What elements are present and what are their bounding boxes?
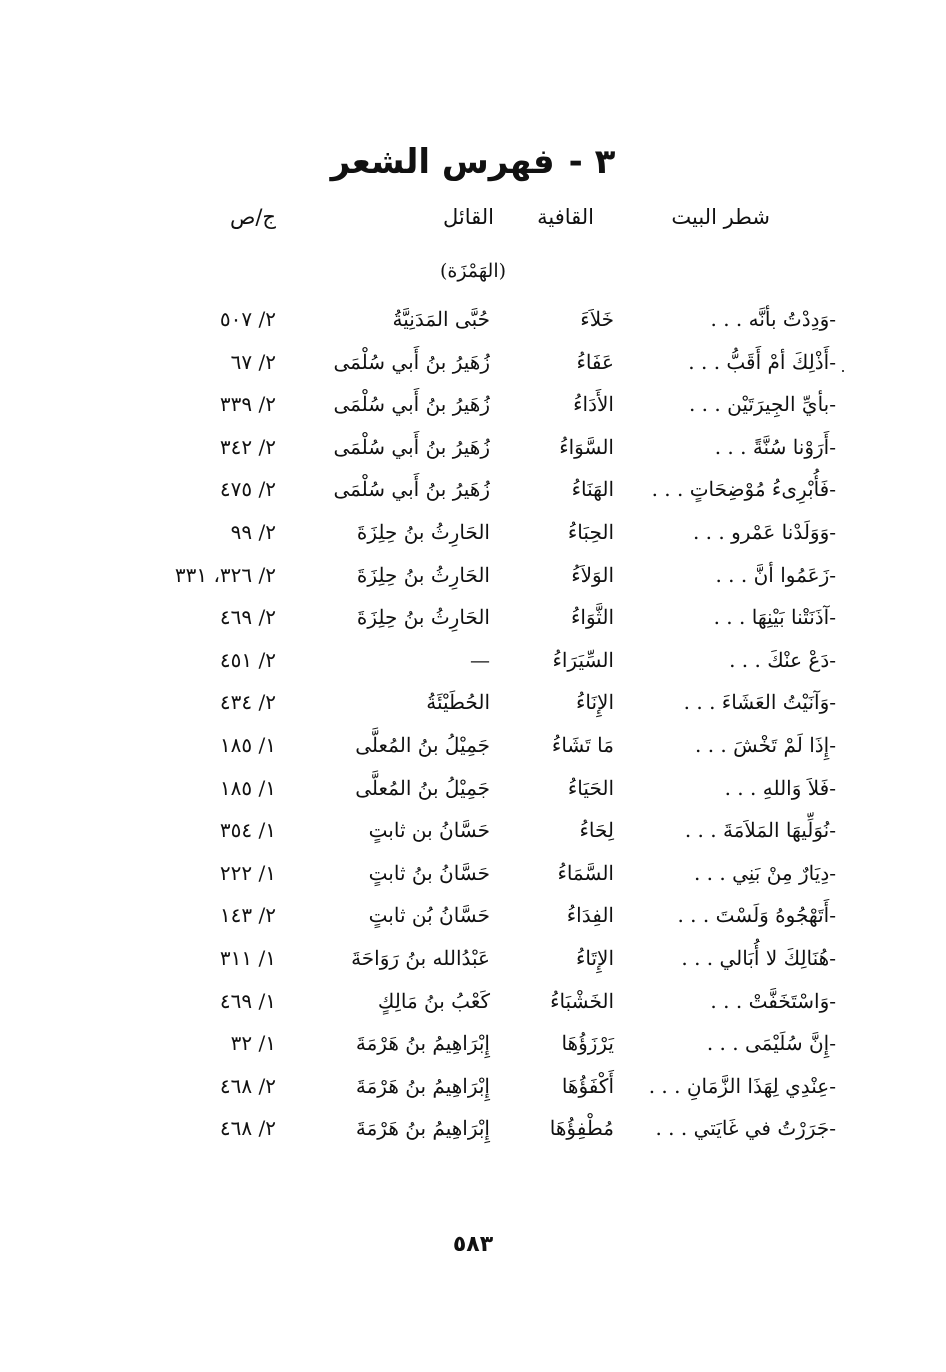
ref-cell: ٢/ ٤٦٨ <box>219 1073 276 1098</box>
table-row <box>0 809 946 852</box>
poet-cell: الحَارِثُ بنُ حِلِزَةَ <box>356 605 490 630</box>
ref-cell: ٢/ ٤٥١ <box>219 647 276 672</box>
index-table <box>0 298 946 1150</box>
poet-cell: زُهَيرُ بنُ أَبي سُلْمَى <box>333 349 490 374</box>
table-row <box>0 894 946 937</box>
rhyme-cell: لِحَاءُ <box>579 818 614 843</box>
rhyme-cell: الهَنَاءُ <box>571 477 614 502</box>
rhyme-cell: الثَّوَاءُ <box>571 605 614 630</box>
table-row <box>0 341 946 384</box>
poet-cell: الحَارِثُ بنُ حِلِزَةَ <box>356 562 490 587</box>
poet-cell: زُهَيرُ بنُ أَبي سُلْمَى <box>333 477 490 502</box>
table-row <box>0 980 946 1023</box>
rhyme-cell: السَّوَاءُ <box>559 434 614 459</box>
table-row <box>0 767 946 810</box>
header-rhyme: القافية <box>537 205 594 229</box>
ref-cell: ٢/ ٤٧٥ <box>219 477 276 502</box>
verse-cell: -وَوَلَدْنا عَمْرو . . . <box>692 519 836 544</box>
table-row <box>0 554 946 597</box>
stray-mark <box>842 370 844 372</box>
verse-cell: -أَذْلِكَ أمْ أَقَبُّ . . . <box>688 349 836 374</box>
poet-cell: جَمِيْلُ بنُ المُعلَّى <box>355 732 490 757</box>
ref-cell: ٢/ ٤٦٩ <box>219 605 276 630</box>
verse-cell: -دَعْ عنْكَ . . . <box>729 647 836 672</box>
poet-cell: الحُطَيْئَةُ <box>426 690 490 715</box>
poet-cell: إِبْرَاهِيمُ بنُ هَرْمَةَ <box>355 1116 490 1141</box>
rhyme-cell: الحِبَاءُ <box>567 519 614 544</box>
table-row <box>0 383 946 426</box>
header-verse: شطر البيت <box>671 205 770 229</box>
page-number: ٥٨٣ <box>452 1232 494 1257</box>
poet-cell: إِبْرَاهِيمُ بنُ هَرْمَةَ <box>355 1031 490 1056</box>
ref-cell: ١/ ١٨٥ <box>219 732 276 757</box>
table-row <box>0 1107 946 1150</box>
title-number: ٣ - <box>568 142 616 182</box>
ref-cell: ١/ ٤٦٩ <box>219 988 276 1013</box>
rhyme-cell: مَا تَشَاءُ <box>551 732 614 757</box>
verse-cell: -فَلاَ وَاللهِ . . . <box>724 775 836 800</box>
rhyme-cell: السَّمَاءُ <box>557 860 614 885</box>
ref-cell: ٢/ ٥٠٧ <box>219 307 276 331</box>
ref-cell: ٢/ ٦٧ <box>230 349 276 374</box>
ref-cell: ١/ ٣٥٤ <box>219 818 276 843</box>
table-row <box>0 1022 946 1065</box>
ref-cell: ١/ ٢٢٢ <box>219 860 276 885</box>
ref-cell: ٢/ ٩٩ <box>230 519 276 544</box>
table-row <box>0 852 946 895</box>
verse-cell: -نُوَلِّيهَا المَلاَمَةَ . . . <box>684 818 836 843</box>
poet-cell: عَبْدُالله بنُ رَوَاحَةَ <box>351 945 490 970</box>
page-title <box>0 138 946 186</box>
poet-cell: حُبَّى المَدَنِيَّةُ <box>392 307 490 331</box>
rhyme-cell: مُطْفِؤُهَا <box>549 1116 614 1141</box>
ref-cell: ٢/ ٣٤٢ <box>219 434 276 459</box>
table-row <box>0 511 946 554</box>
poet-cell: الحَارِثُ بنُ حِلِزَةَ <box>356 519 490 544</box>
verse-cell: -فَأُبْرِىءُ مُوْضِحَاتٍ . . . <box>651 477 836 502</box>
verse-cell: -عِنْدِي لِهَذَا الزَّمَانِ . . . <box>648 1073 836 1098</box>
ref-cell: ٢/ ٣٣٩ <box>219 392 276 417</box>
poet-cell: إِبْرَاهِيمُ بنُ هَرْمَةَ <box>355 1073 490 1098</box>
poet-cell: زُهَيرُ بنُ أَبي سُلْمَى <box>333 434 490 459</box>
poet-cell: — <box>470 647 490 672</box>
verse-cell: -إِنَّ سُلَيْمَى . . . <box>706 1031 836 1056</box>
rhyme-cell: الوَلاَءُ <box>571 562 614 587</box>
ref-cell: ١/ ٣١١ <box>219 945 276 970</box>
section-heading: (الهَمْزَة) <box>439 260 507 282</box>
ref-cell: ٢/ ١٤٣ <box>219 903 276 928</box>
rhyme-cell: عَفَاءُ <box>576 349 614 374</box>
ref-cell: ٢/ ٤٣٤ <box>219 690 276 715</box>
ref-cell: ٢/ ٤٦٨ <box>219 1116 276 1141</box>
rhyme-cell: الحَيَاءُ <box>567 775 614 800</box>
table-row <box>0 724 946 767</box>
poet-cell: كَعْبُ بنُ مَالِكٍ <box>377 988 490 1013</box>
table-row <box>0 639 946 682</box>
rhyme-cell: الخَشْبَاءُ <box>550 988 614 1013</box>
table-row <box>0 1065 946 1108</box>
ref-cell: ٢/ ٣٢٦، ٣٣١ <box>174 562 276 587</box>
table-row <box>0 596 946 639</box>
rhyme-cell: الفِدَاءُ <box>566 903 614 928</box>
rhyme-cell: الإِتَاءُ <box>575 945 614 970</box>
poet-cell: جَمِيْلُ بنُ المُعلَّى <box>355 775 490 800</box>
table-row <box>0 937 946 980</box>
poet-cell: حَسَّانُ بنُ ثابتٍ <box>368 860 490 885</box>
rhyme-cell: يَرْزَؤُهَا <box>561 1031 614 1056</box>
rhyme-cell: السِّيَرَاءُ <box>552 647 614 672</box>
rhyme-cell: أَكْفَؤُهَا <box>561 1073 614 1098</box>
rhyme-cell: خَلاَءَ <box>580 307 614 331</box>
table-row <box>0 468 946 511</box>
verse-cell: -جَرَرْتُ في غَايَتي . . . <box>655 1116 836 1141</box>
header-poet: القائل <box>442 205 494 229</box>
verse-cell: -دِيَارٌ مِنْ بَنِي . . . <box>693 860 836 885</box>
verse-cell: -وَاسْتَخَفَّتْ . . . <box>710 988 836 1013</box>
verse-cell: -وَآنَيْتُ العَشَاءَ . . . <box>683 690 836 715</box>
poet-cell: حَسَّانُ بن ثابتٍ <box>368 818 490 843</box>
poet-cell: حَسَّانُ بُن ثابتٍ <box>368 903 490 928</box>
table-row <box>0 298 946 341</box>
verse-cell: -وَدِدْتُ بأنَّه . . . <box>710 307 836 331</box>
verse-cell: -آذَنَتْنا بَيْنِهَا . . . <box>713 605 836 630</box>
verse-cell: -زَعَمُوا أنَّ . . . <box>715 562 836 587</box>
verse-cell: -أَتَهْجُوهُ وَلَسْتَ . . . <box>677 903 836 928</box>
verse-cell: -بأيِّ الجِيرَتَيْن . . . <box>688 392 836 417</box>
ref-cell: ١/ ٣٢ <box>230 1031 276 1056</box>
title-text: فهرس الشعر <box>330 142 555 182</box>
verse-cell: -إِذَا لَمْ تَخْشَ . . . <box>694 732 836 757</box>
ref-cell: ١/ ١٨٥ <box>219 775 276 800</box>
poet-cell: زُهَيرُ بنُ أَبي سُلْمَى <box>333 392 490 417</box>
rhyme-cell: الأَدَاءُ <box>573 392 614 417</box>
header-ref: ج/ص <box>229 205 276 229</box>
verse-cell: -أَرَوْنا سُنَّةً . . . <box>714 434 836 459</box>
rhyme-cell: الإِنَاءُ <box>575 690 614 715</box>
table-row <box>0 681 946 724</box>
verse-cell: -هُنَالِكَ لا أُبَالي . . . <box>681 945 836 970</box>
table-row <box>0 426 946 469</box>
